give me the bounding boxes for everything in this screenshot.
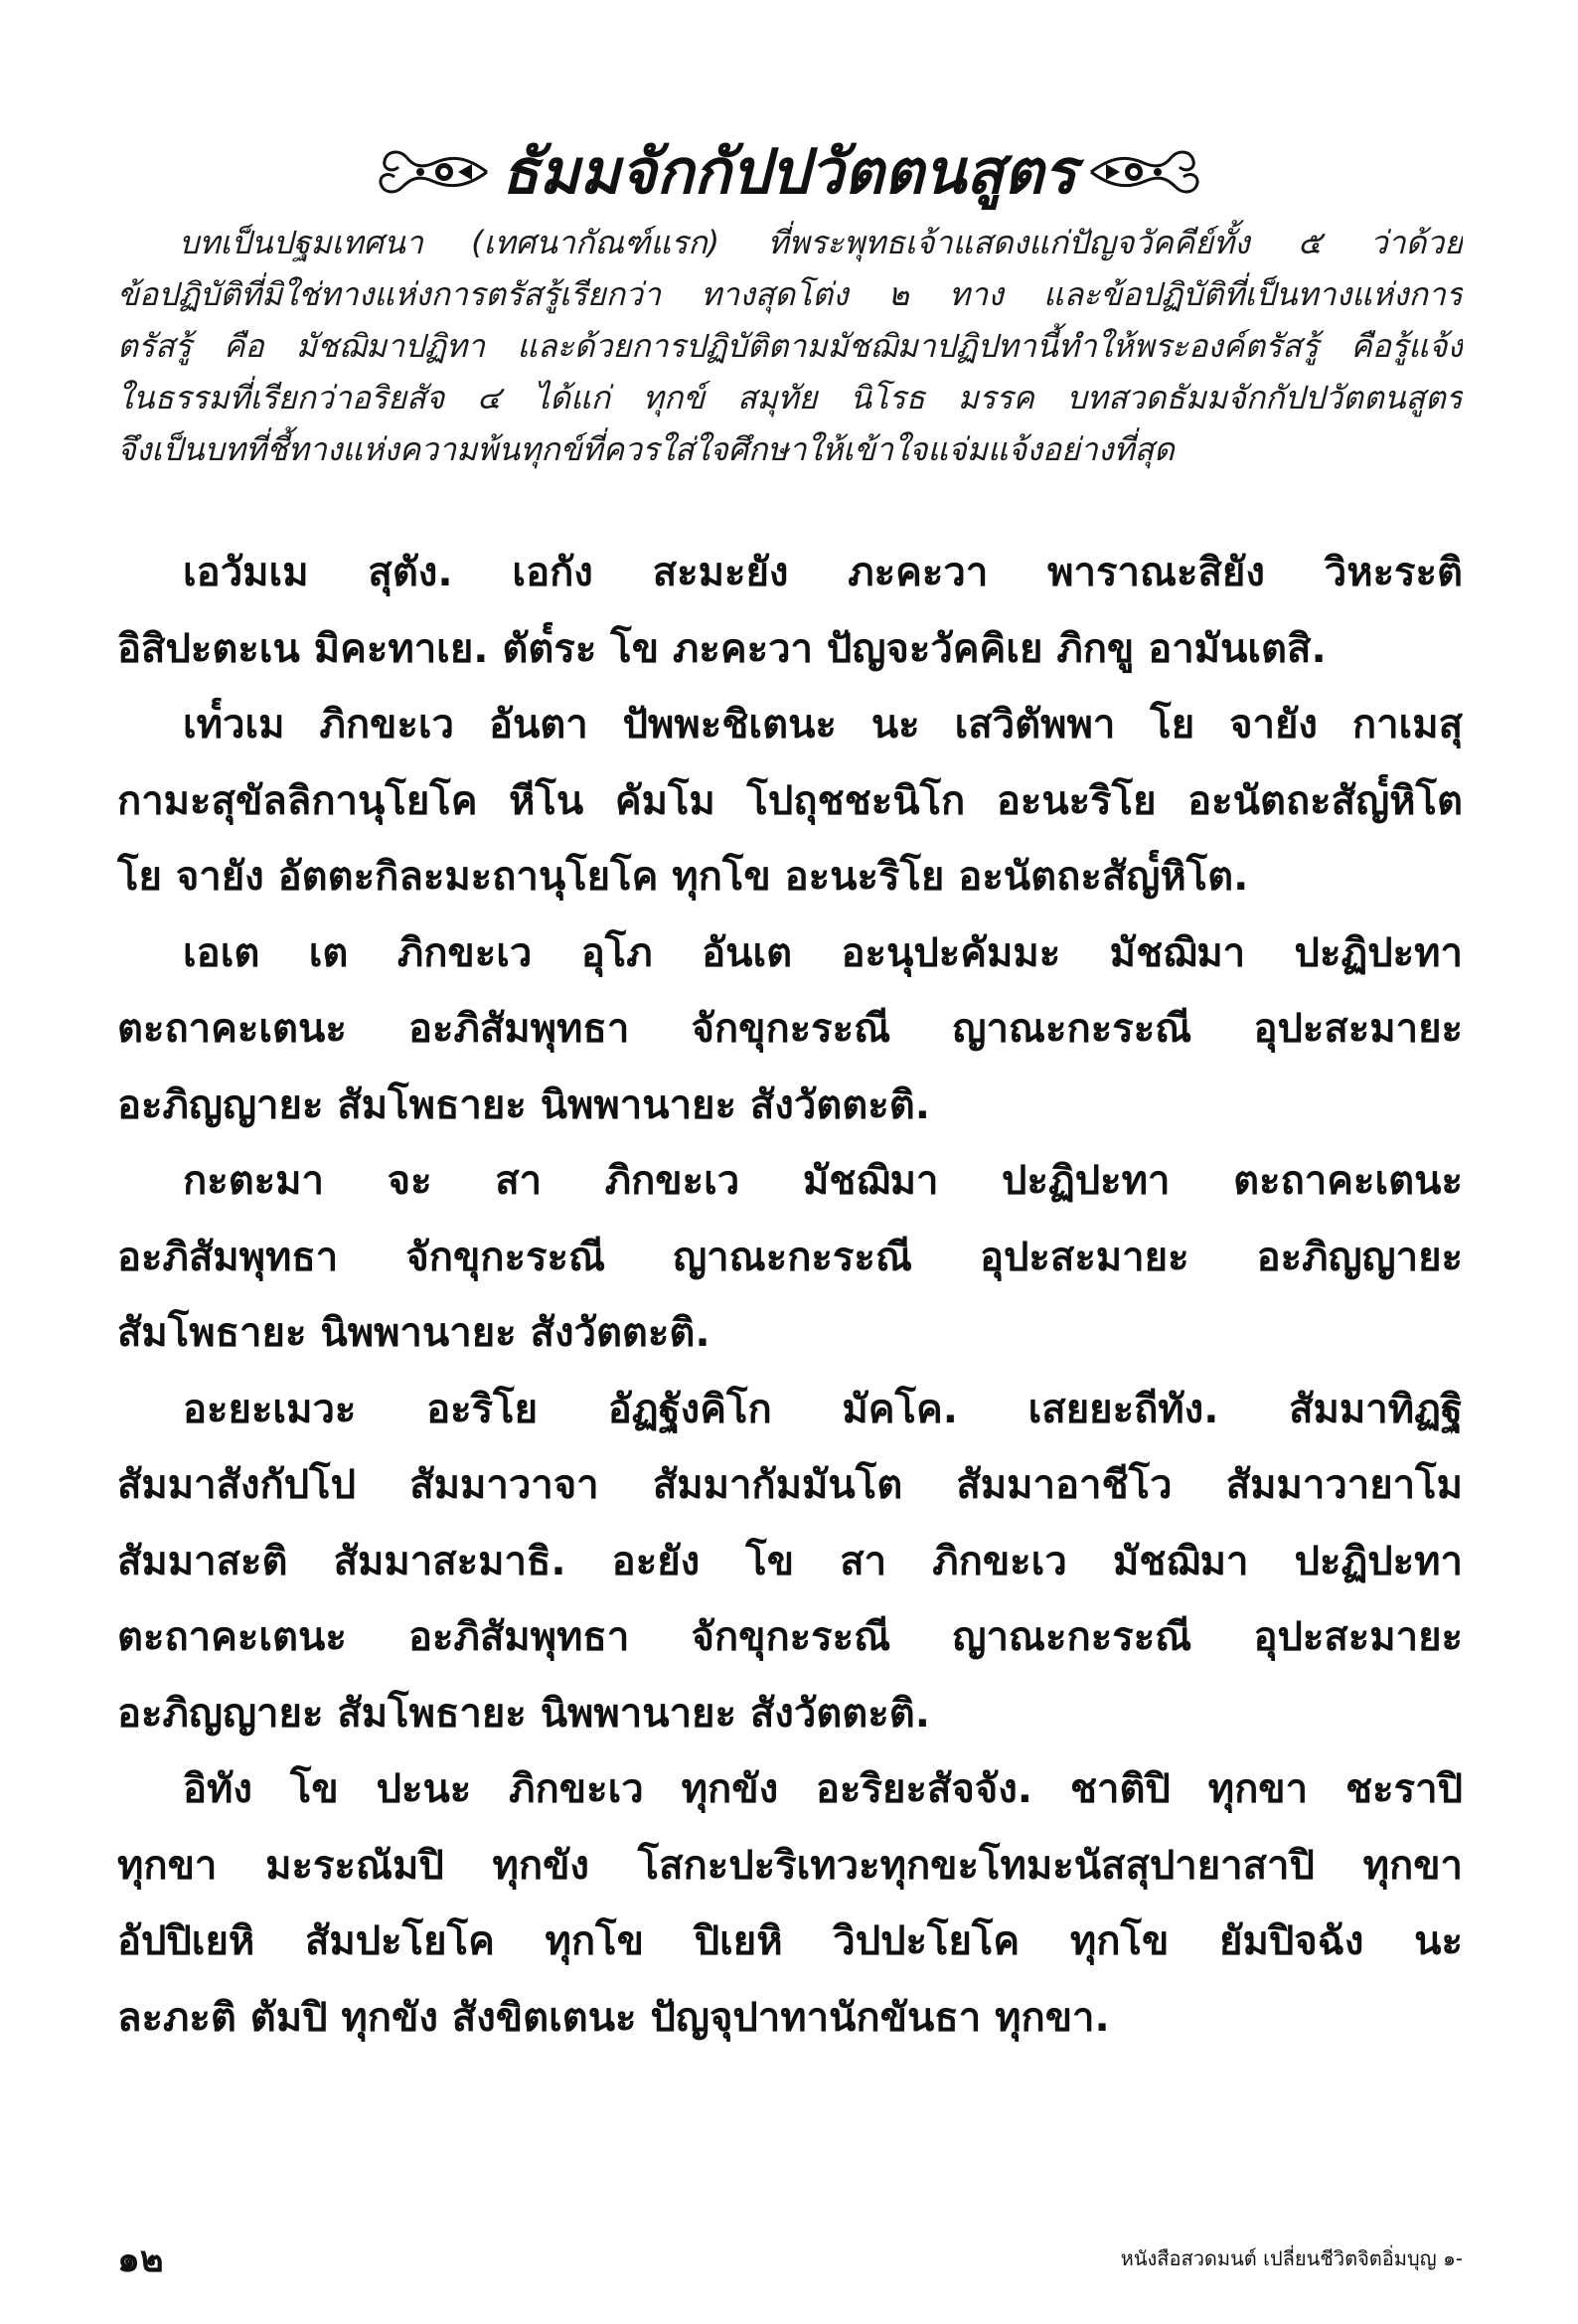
chant-line: เท๎วเม ภิกขะเว อันตา ปัพพะชิเตนะ นะ เสวิตัพพา โย จายัง กาเมสุ	[183, 702, 1463, 747]
book-title-footer: หนังสือสวดมนต์ เปลี่ยนชีวิตจิตอิ่มบุญ ๑-	[1120, 2246, 1463, 2270]
intro-paragraph	[117, 217, 1463, 475]
chant-line: อะภิญญายะ สัมโพธายะ นิพพานายะ สังวัตตะติ.	[117, 1690, 930, 1737]
chant-line: โย จายัง อัตตะกิละมะถานุโยโค ทุกโข อะนะริโย อะนัตถะสัญ๎หิโต.	[117, 854, 1249, 900]
intro-line: บทเป็นปฐมเทศนา (เทศนากัณฑ์แรก) ที่พระพุทธเจ้าแสดงแก่ปัญจวัคคีย์ทั้ง ๕ ว่าด้วย	[179, 224, 1463, 261]
chant-line: กะตะมา จะ สา ภิกขะเว มัชฌิมา ปะฏิปะทา ตะถาคะเตนะ	[183, 1158, 1463, 1204]
chant-line: อิสิปะตะเน มิคะทาเย. ตัต๎ระ โข ภะคะวา ปัญจะวัคคิเย ภิกขู อามันเตสิ.	[117, 625, 1327, 672]
left-floral-ornament-icon	[373, 137, 492, 207]
chant-line: ละภะติ ตัมปิ ทุกขัง สังขิตเตนะ ปัญจุปาทานักขันธา ทุกขา.	[117, 1994, 1110, 2041]
page-title: ธัมมจักกัปปวัตตนสูตร	[501, 135, 1077, 208]
chant-line: อะภิญญายะ สัมโพธายะ นิพพานายะ สังวัตตะติ.	[117, 1081, 930, 1128]
intro-line: ในธรรมที่เรียกว่าอริยสัจ ๔ ได้แก่ ทุกข์ สมุทัย นิโรธ มรรค บทสวดธัมมจักกัปปวัตตนสูตร	[117, 379, 1463, 416]
chant-line: อัปปิเยหิ สัมปะโยโค ทุกโข ปิเยหิ วิปปะโยโค ทุกโข ยัมปิจฉัง นะ	[117, 1918, 1463, 1964]
chant-line: อะยะเมวะ อะริโย อัฏฐังคิโก มัคโค. เสยยะถีทัง. สัมมาทิฏฐิ	[183, 1386, 1463, 1432]
intro-line: ข้อปฏิบัติที่มิใช่ทางแห่งการตรัสรู้เรียกว่า ทางสุดโต่ง ๒ ทาง และข้อปฏิบัติที่เป็นทางแห่งการ	[117, 275, 1463, 313]
right-floral-ornament-icon	[1086, 137, 1205, 207]
chant-text	[117, 535, 1463, 2056]
title-row	[0, 117, 1578, 227]
chant-line: เอวัมเม สุตัง. เอกัง สะมะยัง ภะคะวา พาราณะสิยัง วิหะระติ	[183, 550, 1463, 595]
chant-line: สัมมาสังกัปโป สัมมาวาจา สัมมากัมมันโต สัมมาอาชีโว สัมมาวายาโม	[117, 1462, 1463, 1508]
chant-line: สัมมาสะติ สัมมาสะมาธิ. อะยัง โข สา ภิกขะเว มัชฌิมา ปะฏิปะทา	[117, 1538, 1463, 1584]
chant-line: ตะถาคะเตนะ อะภิสัมพุทธา จักขุกะระณี ญาณะกะระณี อุปะสะมายะ	[117, 1006, 1463, 1052]
intro-line: ตรัสรู้ คือ มัชฌิมาปฏิทา และด้วยการปฏิบัติตามมัชฌิมาปฏิปทานี้ทำให้พระองค์ตรัสรู้ คือรู้แจ้ง	[117, 327, 1463, 365]
chant-line: ทุกขา มะระณัมปิ ทุกขัง โสกะปะริเทวะทุกขะโทมะนัสสุปายาสาปิ ทุกขา	[117, 1842, 1463, 1889]
chant-line: เอเต เต ภิกขะเว อุโภ อันเต อะนุปะคัมมะ มัชฌิมา ปะฏิปะทา	[183, 929, 1463, 976]
chant-line: กามะสุขัลลิกานุโยโค หีโน คัมโม โปถุชชะนิโก อะนะริโย อะนัตถะสัญ๎หิโต	[117, 777, 1463, 824]
chant-line: อิทัง โข ปะนะ ภิกขะเว ทุกขัง อะริยะสัจจัง. ชาติปิ ทุกขา ชะราปิ	[183, 1766, 1463, 1812]
chant-line: อะภิสัมพุทธา จักขุกะระณี ญาณะกะระณี อุปะสะมายะ อะภิญญายะ	[117, 1234, 1463, 1280]
chant-line: สัมโพธายะ นิพพานายะ สังวัตตะติ.	[117, 1310, 710, 1356]
intro-line: จึงเป็นบทที่ชี้ทางแห่งความพ้นทุกข์ที่ควรใส่ใจศึกษาให้เข้าใจแจ่มแจ้งอย่างที่สุด	[117, 430, 1175, 468]
chant-line: ตะถาคะเตนะ อะภิสัมพุทธา จักขุกะระณี ญาณะกะระณี อุปะสะมายะ	[117, 1614, 1463, 1660]
page-number: ๑๒	[117, 2240, 164, 2280]
